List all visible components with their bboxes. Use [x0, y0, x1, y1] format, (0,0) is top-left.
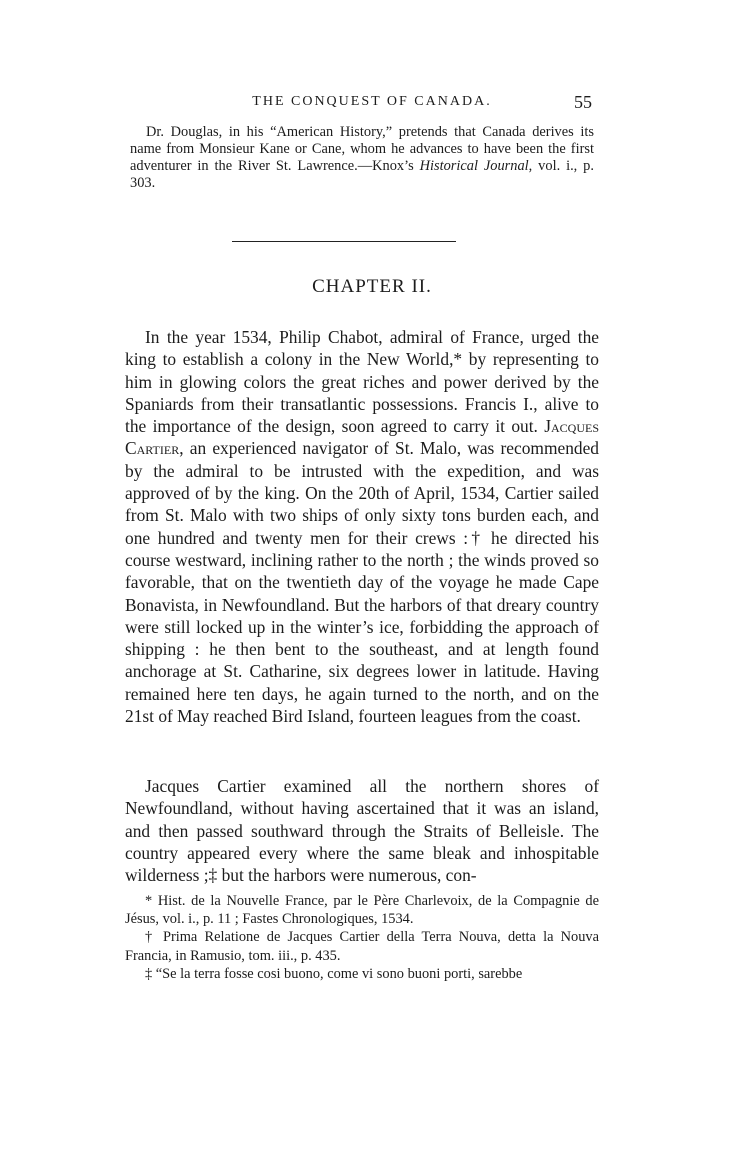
top-footnote-source: Historical Journal — [419, 158, 529, 174]
chapter-title: CHAPTER II. — [312, 276, 432, 297]
body-paragraph-2: Jacques Cartier examined all the northern shores of Newfoundland, without having ascertained that it was an island, and then passed southward through the Straits of Belleisle. The country appeared every where the same bleak and inhospitable wilderness ;‡ but the harbors were numerous, con- — [125, 776, 599, 886]
running-title: THE CONQUEST OF CANADA. — [252, 94, 492, 109]
footnote-double-dagger: ‡ “Se la terra fosse cosi buono, come vi sono buoni porti, sarebbe — [145, 965, 523, 982]
top-footnote-text: Dr. Douglas, in his “American History,” pretends that Canada derives its name from Monsieur Kane or Cane, whom he advances to have been the first adventurer in the River St. Lawrence.—Knox’s — [130, 124, 594, 174]
running-header — [0, 92, 744, 118]
top-footnote — [130, 124, 594, 192]
paragraph-1-rest: , an experienced navigator of St. Malo, was recommended by the admiral to be intrusted with the expedition, and was approved of by the king. On the 20th of April, 1534, Cartier sailed from St. Malo with two ships of only sixty tons burden each, and one hundred and twenty men for their crews :† he directed his course westward, inclining rather to the north ; the winds proved so favorable, that on the twentieth day of the voyage he made Cape Bonavista, in Newfoundland. But the harbors of that dreary country were still locked up in the winter’s ice, forbidding the approach of shipping : he then bent to the southeast, and at length found anchorage at St. Catharine, six degrees lower in latitude. Having remained here ten days, he again turned to the north, and on the 21st of May reached Bird Island, fourteen leagues from the coast. — [125, 438, 599, 727]
section-divider — [232, 241, 456, 242]
paragraph-1-lead: In the year 1534, Philip Chabot, admiral of France, urged the king to establish a colony in the New World,* by representing to him in glowing colors the great riches and power derived by the Spaniards from their transatlantic possessions. Francis I., alive to the importance of the design, soon agreed to carry it out. — [125, 327, 599, 437]
page-number: 55 — [574, 92, 592, 112]
footnotes — [125, 892, 599, 983]
footnote-dagger: † Prima Relatione de Jacques Cartier della Terra Nouva, detta la Nouva Francia, in Ramusio, tom. iii., p. 435. — [125, 929, 599, 964]
footnote-star: * Hist. de la Nouvelle France, par le Père Charlevoix, de la Compagnie de Jésus, vol. i., p. 11 ; Fastes Chronologiques, 1534. — [125, 893, 599, 928]
top-footnote-tail: , vol. i., p. 303. — [130, 158, 594, 191]
body-paragraph-1 — [125, 326, 599, 727]
navigator-name: Jacques Cartier — [125, 416, 599, 459]
